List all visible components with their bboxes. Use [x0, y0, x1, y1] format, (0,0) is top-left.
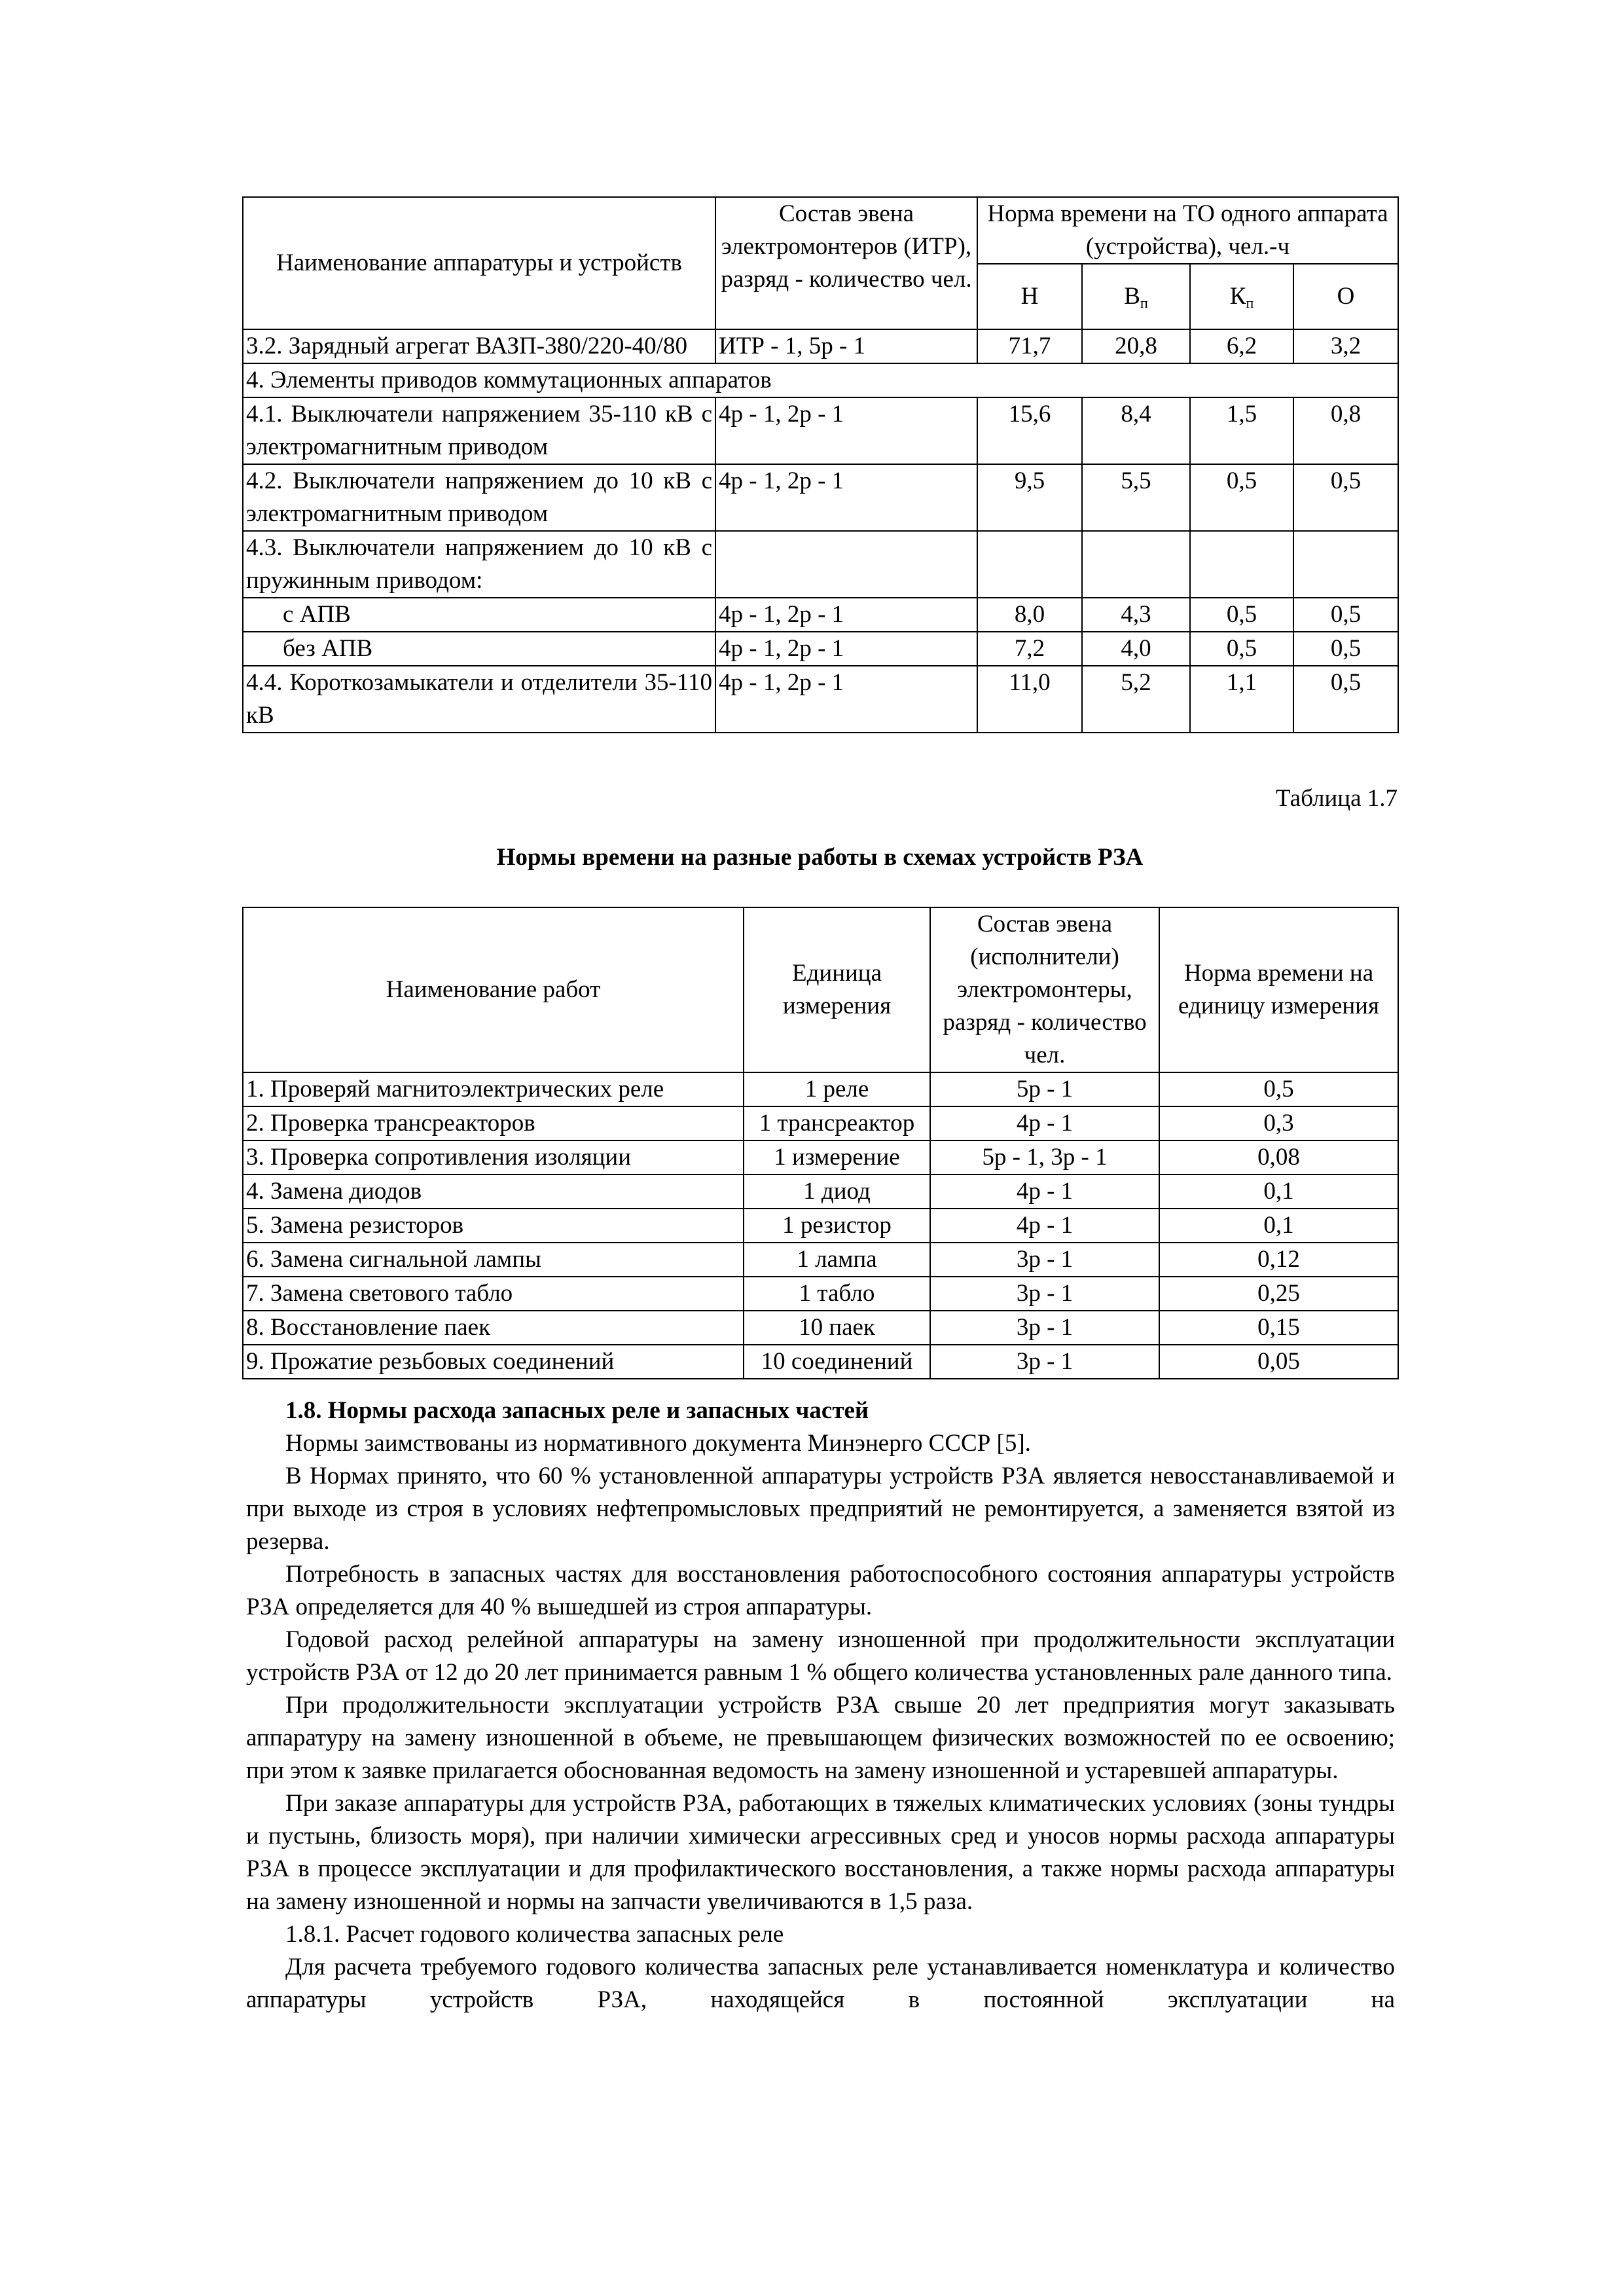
cell-name: 4. Замена диодов [243, 1175, 744, 1209]
header-vp: $В_п$ [1082, 264, 1190, 329]
table-row: 4.1. Выключатели напряжением 35-110 кВ с электромагнитным приводом 4р - 1, 2р - 1 15,6 8,4 1,5 0,8 [243, 397, 1398, 464]
header-kp: $К_п$ [1190, 264, 1293, 329]
cell-crew: 4р - 1 [930, 1106, 1159, 1140]
cell-name: 9. Прожатие резьбовых соединений [243, 1345, 744, 1379]
cell-unit: 1 табло [744, 1277, 930, 1311]
cell-unit: 1 диод [744, 1175, 930, 1209]
header-norm: Норма времени на единицу измерения [1159, 907, 1398, 1072]
header-n: Н [977, 264, 1082, 329]
table-row: 4.2. Выключатели напряжением до 10 кВ с электромагнитным приводом 4р - 1, 2р - 1 9,5 5,5 0,5 0,5 [243, 464, 1398, 531]
table-row [243, 1243, 1398, 1277]
cell-name: 8. Восстановление паек [243, 1311, 744, 1345]
header-unit: Единица измерения [744, 907, 930, 1072]
cell-unit: 10 паек [744, 1311, 930, 1345]
subsection-heading: 1.8.1. Расчет годового количества запасных реле [285, 1921, 784, 1948]
cell-norm: 0,1 [1159, 1209, 1398, 1243]
header-crew: Состав эвена электромонтеров (ИТР), разряд - количество чел. [715, 197, 977, 329]
cell-unit: 1 трансреактор [744, 1106, 930, 1140]
cell-norm: 0,5 [1159, 1072, 1398, 1106]
section-text [246, 1394, 1395, 2016]
table-row [243, 1175, 1398, 1209]
cell-norm: 0,05 [1159, 1345, 1398, 1379]
norms-table-maintenance [242, 196, 1399, 733]
paragraph: При заказе аппаратуры для устройств РЗА, работающих в тяжелых климатических условиях (зоны тундры и пустынь, близость моря), при наличии химически агрессивных сред и уносов нормы расхода аппаратуры РЗА в процессе эксплуатации и для профилактического восстановления, а также нормы расхода аппаратуры на замену изношенной и нормы на запчасти увеличиваются в 1,5 раза. [246, 1790, 1395, 1915]
table-section-row: 4. Элементы приводов коммутационных аппаратов [243, 363, 1398, 397]
table-row [243, 1311, 1398, 1345]
table-row: 4.4. Короткозамыкатели и отделители 35-110 кВ 4р - 1, 2р - 1 11,0 5,2 1,1 0,5 [243, 666, 1398, 733]
header-o: О [1293, 264, 1398, 329]
cell-unit: 1 измерение [744, 1140, 930, 1175]
paragraph: Нормы заимствованы из нормативного документа Минэнерго СССР [5]. [285, 1430, 1031, 1457]
cell-unit: 1 лампа [744, 1243, 930, 1277]
table-row [243, 1140, 1398, 1175]
table-row: с АПВ 4р - 1, 2р - 1 8,0 4,3 0,5 0,5 [243, 598, 1398, 632]
cell-crew: 3р - 1 [930, 1345, 1159, 1379]
cell-norm: 0,08 [1159, 1140, 1398, 1175]
cell-norm: 0,3 [1159, 1106, 1398, 1140]
cell-name: 6. Замена сигнальной лампы [243, 1243, 744, 1277]
cell-unit: 1 резистор [744, 1209, 930, 1243]
cell-name: 1. Проверяй магнитоэлектрических реле [243, 1072, 744, 1106]
table-row: 4.3. Выключатели напряжением до 10 кВ с пружинным приводом: [243, 531, 1398, 598]
cell-name: 2. Проверка трансреакторов [243, 1106, 744, 1140]
cell-name: 7. Замена светового табло [243, 1277, 744, 1311]
cell-crew: 5р - 1, 3р - 1 [930, 1140, 1159, 1175]
table-row: 3.2. Зарядный агрегат ВАЗП-380/220-40/80 ИТР - 1, 5р - 1 71,7 20,8 6,2 3,2 [243, 329, 1398, 363]
paragraph: Для расчета требуемого годового количества запасных реле устанавливается номенклатура и количество аппаратуры устройств РЗА, находящейся в постоянной эксплуатации на [246, 1954, 1395, 2013]
header-work-name: Наименование работ [243, 907, 744, 1072]
cell-unit: 1 реле [744, 1072, 930, 1106]
table-row: без АПВ 4р - 1, 2р - 1 7,2 4,0 0,5 0,5 [243, 632, 1398, 666]
paragraph: Потребность в запасных частях для восстановления работоспособного состояния аппаратуры устройств РЗА определяется для 40 % вышедшей из строя аппаратуры. [246, 1561, 1395, 1620]
cell-crew: 5р - 1 [930, 1072, 1159, 1106]
table-row [243, 1072, 1398, 1106]
cell-crew: 4р - 1 [930, 1175, 1159, 1209]
cell-crew: 3р - 1 [930, 1311, 1159, 1345]
table-row [243, 1345, 1398, 1379]
section-heading: 1.8. Нормы расхода запасных реле и запасных частей [285, 1397, 869, 1424]
header-equipment-name: Наименование аппаратуры и устройств [243, 197, 715, 329]
cell-norm: 0,12 [1159, 1243, 1398, 1277]
table-caption: Таблица 1.7 [1276, 785, 1398, 812]
cell-crew: 3р - 1 [930, 1243, 1159, 1277]
paragraph: Годовой расход релейной аппаратуры на замену изношенной при продолжительности эксплуатации устройств РЗА от 12 до 20 лет принимается равным 1 % общего количества установленных рале данного типа. [246, 1626, 1395, 1686]
cell-name: 3. Проверка сопротивления изоляции [243, 1140, 744, 1175]
table-row [243, 1106, 1398, 1140]
cell-unit: 10 соединений [744, 1345, 930, 1379]
norms-table-rza-works [242, 907, 1399, 1379]
table-row [243, 1277, 1398, 1311]
cell-crew: 4р - 1 [930, 1209, 1159, 1243]
header-crew: Состав эвена (исполнители) электромонтеры, разряд - количество чел. [930, 907, 1159, 1072]
cell-norm: 0,15 [1159, 1311, 1398, 1345]
header-time-norm: Норма времени на ТО одного аппарата (устройства), чел.-ч [977, 197, 1398, 264]
cell-name: 5. Замена резисторов [243, 1209, 744, 1243]
paragraph: В Нормах принято, что 60 % установленной аппаратуры устройств РЗА является невосстанавливаемой и при выходе из строя в условиях нефтепромысловых предприятий не ремонтируется, а заменяется взятой из резерва. [246, 1463, 1395, 1555]
table-title: Нормы времени на разные работы в схемах устройств РЗА [496, 844, 1144, 871]
cell-crew: 3р - 1 [930, 1277, 1159, 1311]
cell-norm: 0,25 [1159, 1277, 1398, 1311]
paragraph: При продолжительности эксплуатации устройств РЗА свыше 20 лет предприятия могут заказывать аппаратуру на замену изношенной в объеме, не превышающем физических возможностей по ее освоению; при этом к заявке прилагается обоснованная ведомость на замену изношенной и устаревшей аппаратуры. [246, 1692, 1395, 1784]
cell-norm: 0,1 [1159, 1175, 1398, 1209]
table-row [243, 1209, 1398, 1243]
